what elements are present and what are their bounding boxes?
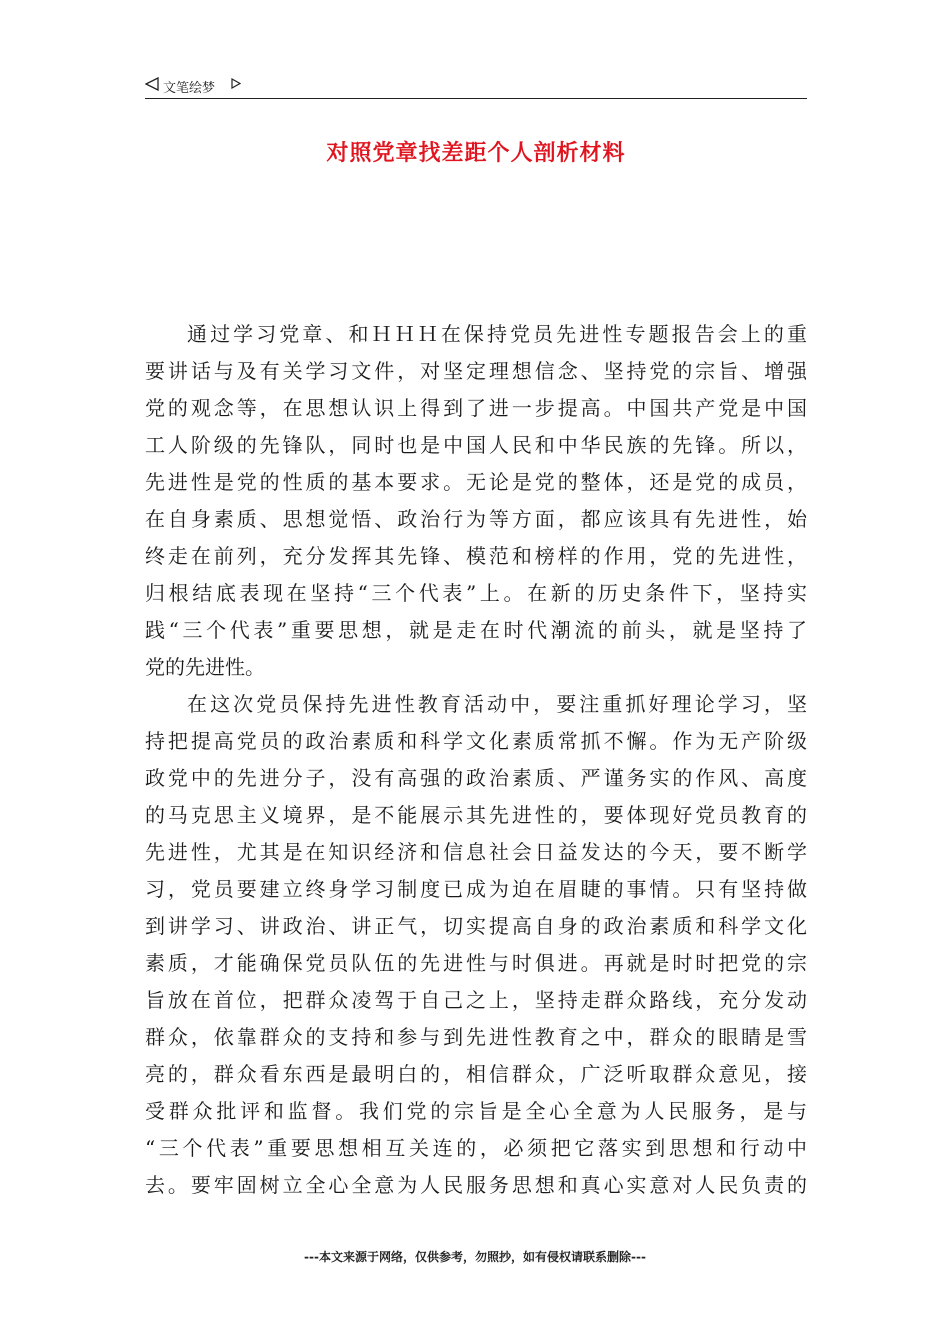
text-line: 党的先进性。 xyxy=(145,655,265,679)
document-title: 对照党章找差距个人剖析材料 xyxy=(326,141,626,166)
text-line: 到讲学习、讲政治、讲正气，切实提高自身的政治素质和科学文化 xyxy=(145,914,807,938)
text-line: 亮的，群众看东西是最明白的，相信群众，广泛听取群众意见，接 xyxy=(145,1062,807,1086)
text-line: 在这次党员保持先进性教育活动中，要注重抓好理论学习，坚 xyxy=(187,692,807,716)
text-line: 要讲话与及有关学习文件，对坚定理想信念、坚持党的宗旨、增强 xyxy=(145,359,807,383)
text-line: 旨放在首位，把群众凌驾于自己之上，坚持走群众路线，充分发动 xyxy=(145,988,807,1012)
header-brand: 文笔绘梦 xyxy=(163,81,216,96)
text-line: 政党中的先进分子，没有高强的政治素质、严谨务实的作风、高度 xyxy=(145,766,807,790)
text-line: 践“三个代表”重要思想，就是走在时代潮流的前头，就是坚持了 xyxy=(145,618,807,642)
document-body xyxy=(145,316,807,1204)
text-line: 党的观念等，在思想认识上得到了进一步提高。中国共产党是中国 xyxy=(145,396,807,420)
triangle-right-icon xyxy=(231,78,241,89)
text-line: 受群众批评和监督。我们党的宗旨是全心全意为人民服务，是与 xyxy=(145,1099,807,1123)
text-line: 持把提高党员的政治素质和科学文化素质常抓不懈。作为无产阶级 xyxy=(145,729,807,753)
page-header xyxy=(145,74,807,99)
text-line: 通过学习党章、和ＨＨＨ在保持党员先进性专题报告会上的重 xyxy=(187,322,807,346)
text-line: 先进性是党的性质的基本要求。无论是党的整体，还是党的成员， xyxy=(145,470,807,494)
footer-disclaimer: ---本文来源于网络，仅供参考，勿照抄，如有侵权请联系删除--- xyxy=(304,1250,646,1264)
text-line: 在自身素质、思想觉悟、政治行为等方面，都应该具有先进性，始 xyxy=(145,507,807,531)
paragraph xyxy=(145,686,807,1204)
text-line: 先进性，尤其是在知识经济和信息社会日益发达的今天，要不断学 xyxy=(145,840,807,864)
text-line: 的马克思主义境界，是不能展示其先进性的，要体现好党员教育的 xyxy=(145,803,807,827)
text-line: 工人阶级的先锋队，同时也是中国人民和中华民族的先锋。所以， xyxy=(145,433,807,457)
paragraph xyxy=(145,316,807,686)
text-line: 归根结底表现在坚持“三个代表”上。在新的历史条件下，坚持实 xyxy=(145,581,807,605)
text-line: 素质，才能确保党员队伍的先进性与时俱进。再就是时时把党的宗 xyxy=(145,951,807,975)
text-line: 去。要牢固树立全心全意为人民服务思想和真心实意对人民负责的 xyxy=(145,1173,807,1197)
text-line: “三个代表”重要思想相互关连的，必须把它落实到思想和行动中 xyxy=(145,1136,807,1160)
text-line: 终走在前列，充分发挥其先锋、模范和榜样的作用，党的先进性， xyxy=(145,544,807,568)
text-line: 习，党员要建立终身学习制度已成为迫在眉睫的事情。只有坚持做 xyxy=(145,877,807,901)
triangle-left-icon xyxy=(145,77,159,91)
text-line: 群众，依靠群众的支持和参与到先进性教育之中，群众的眼睛是雪 xyxy=(145,1025,807,1049)
